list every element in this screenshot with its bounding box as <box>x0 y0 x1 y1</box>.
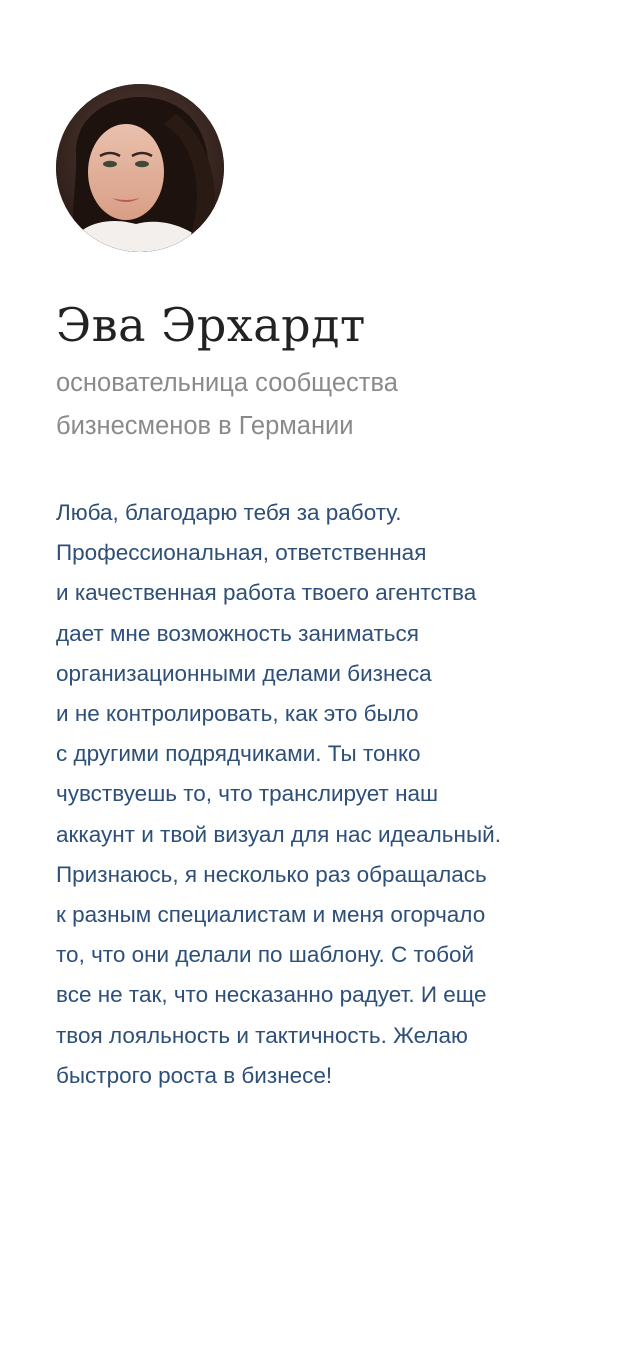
review-line: чувствуешь то, что транслирует наш <box>56 781 439 807</box>
avatar <box>56 84 224 252</box>
review-line: все не так, что несказанно радует. И еще <box>56 982 487 1008</box>
avatar-photo <box>56 84 224 252</box>
review-line: Люба, благодарю тебя за работу. <box>56 500 402 525</box>
review-line: дает мне возможность заниматься <box>56 620 419 646</box>
review-line: к разным специалистам и меня огорчало <box>56 902 486 928</box>
author-role-line: основательница сообщества <box>56 369 398 397</box>
review-line: с другими подрядчиками. Ты тонко <box>56 741 421 767</box>
review-line: твоя лояльность и тактичность. Желаю <box>56 1022 468 1048</box>
review-line: быстрого роста в бизнесе! <box>56 1062 333 1088</box>
author-role-line: бизнесменов в Германии <box>56 412 354 440</box>
review-line: и качественная работа твоего агентства <box>56 580 477 606</box>
review-line: Профессиональная, ответственная <box>56 540 427 566</box>
author-name: Эва Эрхардт <box>56 298 366 352</box>
review-line: Признаюсь, я несколько раз обращалась <box>56 861 487 887</box>
review-line: и не контролировать, как это было <box>56 701 419 727</box>
review-text <box>56 493 616 1096</box>
review-line: аккаунт и твой визуал для нас идеальный. <box>56 821 501 847</box>
review-line: то, что они делали по шаблону. С тобой <box>56 942 475 968</box>
review-line: организационными делами бизнеса <box>56 660 432 686</box>
author-role <box>56 362 596 448</box>
